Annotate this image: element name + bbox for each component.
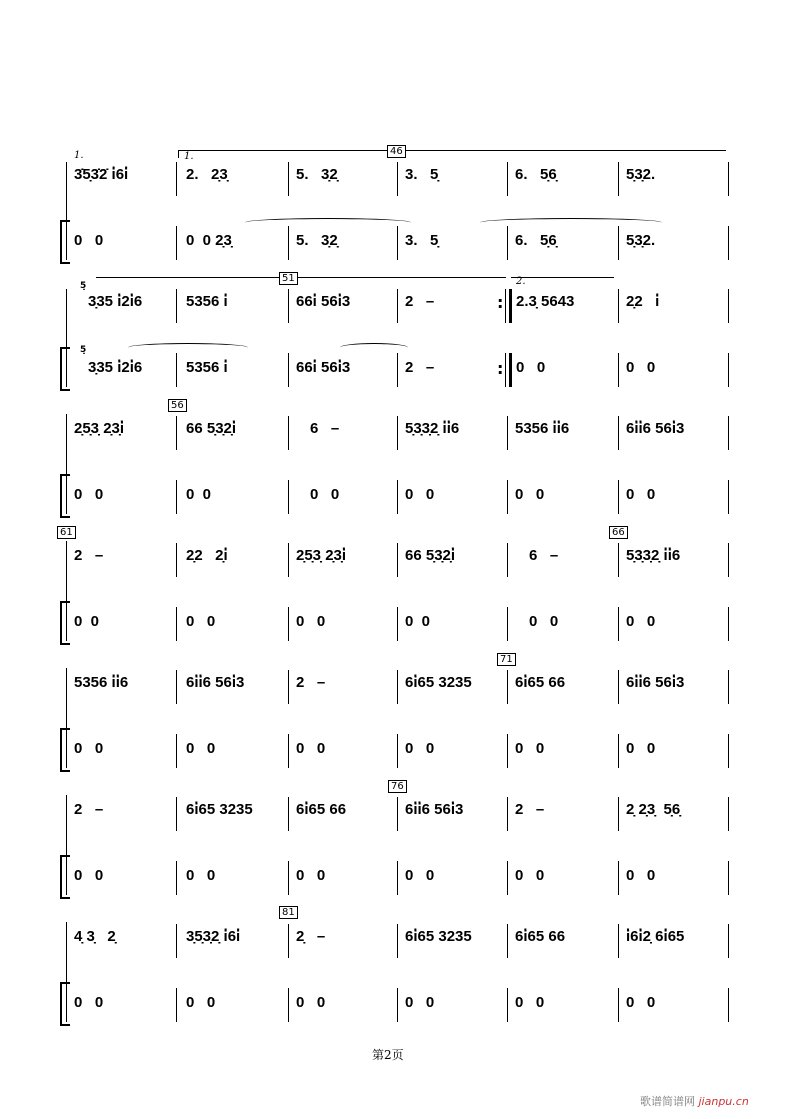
barline	[397, 797, 398, 831]
barline	[288, 670, 289, 704]
barline	[176, 162, 177, 196]
upper-measure: 2 –	[405, 293, 435, 310]
barline	[728, 607, 729, 641]
barline	[397, 353, 398, 387]
barline	[505, 289, 506, 323]
barline	[288, 543, 289, 577]
barline	[618, 988, 619, 1022]
upper-measure: 2 –	[515, 801, 545, 818]
lower-measure: 0 0	[626, 740, 656, 757]
grand-staff-bracket	[60, 728, 70, 772]
barline	[176, 924, 177, 958]
grand-staff-bracket	[60, 220, 70, 264]
volta-1-label-left: 1.	[74, 150, 84, 161]
barline	[176, 797, 177, 831]
grand-staff-bracket	[60, 474, 70, 518]
barline	[397, 162, 398, 196]
upper-measure: 2̣2 i̇	[626, 293, 660, 310]
barline	[618, 607, 619, 641]
volta-2-bracket	[511, 277, 614, 278]
lower-measure: 0 0 2̣3̣	[186, 232, 232, 249]
barline	[728, 289, 729, 323]
lower-measure: 0 0	[626, 359, 656, 376]
barline	[728, 924, 729, 958]
barline	[176, 416, 177, 450]
barline	[288, 988, 289, 1022]
barline	[288, 861, 289, 895]
barline	[288, 797, 289, 831]
system-5	[0, 654, 790, 768]
repeat-thick-bar	[509, 353, 512, 387]
upper-measure: 6i̇i̇6 56i̇3	[405, 801, 464, 818]
barline	[728, 162, 729, 196]
upper-measure: 2̣5̣3̣ 2̣3̣i̇	[74, 420, 125, 437]
upper-measure: 2 –	[74, 547, 104, 564]
barline	[176, 543, 177, 577]
upper-measure: 5̣3̣3̣2̣ i̇i̇6	[405, 420, 460, 437]
lower-measure: 0 0	[515, 867, 545, 884]
barline	[397, 734, 398, 768]
measure-number: 66	[609, 526, 628, 539]
barline	[397, 924, 398, 958]
upper-measure: 6i̇i̇6 56i̇3	[186, 674, 245, 691]
measure-number: 71	[497, 653, 516, 666]
upper-measure: 2̣2 2̣i̇	[186, 547, 228, 564]
upper-measure: 2 –	[296, 674, 326, 691]
barline	[397, 861, 398, 895]
upper-measure: 66 5̣3̣2̣i̇	[405, 547, 456, 564]
system-2	[0, 273, 790, 387]
grand-staff-bracket	[60, 982, 70, 1026]
barline	[507, 670, 508, 704]
upper-measure: 6 –	[310, 420, 340, 437]
barline	[507, 226, 508, 260]
slur	[340, 343, 408, 352]
barline	[728, 226, 729, 260]
barline	[618, 861, 619, 895]
upper-measure: 6i̇65 3235	[405, 928, 472, 945]
barline	[397, 607, 398, 641]
barline	[176, 861, 177, 895]
volta-2-label: 2.	[516, 276, 526, 287]
lower-measure: 2 –	[405, 359, 435, 376]
lower-measure: 0 0	[310, 486, 340, 503]
lower-measure: 0 0	[515, 486, 545, 503]
lower-measure: 0 0	[74, 740, 104, 757]
barline	[618, 353, 619, 387]
grand-staff-bracket	[60, 855, 70, 899]
barline	[176, 226, 177, 260]
upper-measure: 6i̇i̇6 56i̇3	[626, 420, 685, 437]
measure-number: 56	[168, 399, 187, 412]
lower-measure: 5356 i̇	[186, 359, 228, 376]
upper-measure: 2̣ 2̣3̣ 5̣6̣	[626, 801, 681, 818]
barline	[507, 797, 508, 831]
barline	[618, 289, 619, 323]
lower-measure: 0 0	[296, 740, 326, 757]
grand-staff-bracket	[60, 347, 70, 391]
lower-measure: 0 0	[405, 740, 435, 757]
barline	[288, 289, 289, 323]
barline	[288, 353, 289, 387]
barline	[288, 734, 289, 768]
barline	[288, 607, 289, 641]
watermark-url: jianpu.cn	[698, 1095, 749, 1108]
barline	[397, 480, 398, 514]
upper-measure: 6i̇65 3235	[405, 674, 472, 691]
lower-measure: 5̣3̣2.	[626, 232, 656, 249]
barline	[507, 543, 508, 577]
barline	[176, 289, 177, 323]
lower-measure: 0 0	[626, 613, 656, 630]
upper-measure: 5̣3̣2.	[626, 166, 656, 183]
barline	[507, 734, 508, 768]
measure-number: 76	[388, 780, 407, 793]
lower-measure: 5. 3̣2̣	[296, 232, 338, 249]
slur	[128, 343, 248, 352]
upper-measure: 6i̇i̇6 56i̇3	[626, 674, 685, 691]
upper-measure: 66 5̣3̣2̣i̇	[186, 420, 237, 437]
barline	[618, 480, 619, 514]
barline	[507, 416, 508, 450]
measure-number: 81	[279, 906, 298, 919]
barline	[288, 416, 289, 450]
lower-measure: 3̣35 i̇2i̇6	[88, 359, 143, 376]
volta-bracket-hook	[178, 150, 179, 158]
lower-measure: 0 0	[186, 867, 216, 884]
lower-measure: 0 0	[405, 994, 435, 1011]
lower-measure: 0 0	[626, 867, 656, 884]
upper-measure: 2.3̣ 5643	[516, 293, 575, 310]
upper-measure: 5356 i̇i̇6	[74, 674, 129, 691]
lower-measure: 0 0	[74, 232, 104, 249]
lower-measure: 0 0	[186, 613, 216, 630]
repeat-dots: :	[497, 359, 504, 378]
barline	[728, 797, 729, 831]
upper-measure: 5̣3̣3̣2̣ i̇i̇6	[626, 547, 681, 564]
lower-measure: 0 0	[626, 486, 656, 503]
lower-measure: 6. 5̣6̣	[515, 232, 557, 249]
upper-measure: 6i̇65 3235	[186, 801, 253, 818]
lower-measure: 0 0	[186, 994, 216, 1011]
barline	[397, 226, 398, 260]
upper-measure: 5356 i̇	[186, 293, 228, 310]
barline	[618, 416, 619, 450]
barline	[728, 543, 729, 577]
barline	[728, 670, 729, 704]
site-watermark	[640, 1093, 749, 1109]
lower-measure: 0 0	[626, 994, 656, 1011]
lower-measure: 0 0	[516, 359, 546, 376]
volta-1-label: 1.	[184, 151, 194, 162]
lower-measure: 0 0	[74, 613, 100, 630]
upper-measure: 2̣5̣3̣ 2̣3̣i̇	[296, 547, 347, 564]
watermark-site-name: 歌谱简谱网	[640, 1095, 695, 1108]
barline	[618, 670, 619, 704]
lower-measure: 0 0	[74, 486, 104, 503]
lower-measure: 3. 5̣	[405, 232, 439, 249]
upper-measure: 6 –	[529, 547, 559, 564]
barline	[728, 353, 729, 387]
barline	[507, 924, 508, 958]
barline	[507, 861, 508, 895]
upper-measure: 5356 i̇i̇6	[515, 420, 570, 437]
grace-note: 5̣	[80, 345, 87, 355]
slur	[245, 218, 411, 227]
lower-measure: 0 0	[515, 740, 545, 757]
barline	[176, 988, 177, 1022]
system-3	[0, 400, 790, 514]
upper-measure: 3̣5̣3̣2̣ i̇6i̇	[186, 928, 241, 945]
barline	[618, 734, 619, 768]
lower-measure: 0 0	[405, 613, 431, 630]
upper-measure: i̇6i̇2̣ 6i̇65	[626, 928, 685, 945]
barline	[507, 607, 508, 641]
barline	[728, 734, 729, 768]
upper-measure: 3̇5̣3̇2̇ i̇6i̇	[74, 166, 129, 183]
upper-measure: 4̣ 3̣ 2̣	[74, 928, 116, 945]
system-4	[0, 527, 790, 641]
repeat-thick-bar	[509, 289, 512, 323]
barline	[397, 543, 398, 577]
lower-measure: 0 0	[74, 867, 104, 884]
measure-number: 51	[279, 272, 298, 285]
grand-staff-bracket	[60, 601, 70, 645]
lower-measure: 0 0	[405, 867, 435, 884]
upper-measure: 2. 2̣3̣	[186, 166, 228, 183]
upper-measure: 6i̇65 66	[515, 674, 566, 691]
volta-bracket	[178, 150, 726, 151]
barline	[288, 162, 289, 196]
lower-measure: 0 0	[529, 613, 559, 630]
barline	[618, 543, 619, 577]
barline	[397, 988, 398, 1022]
lower-measure: 0 0	[405, 486, 435, 503]
system-1	[0, 146, 790, 260]
barline	[505, 353, 506, 387]
system-7	[0, 907, 790, 1022]
barline	[397, 289, 398, 323]
barline	[507, 162, 508, 196]
lower-measure: 66i̇ 56i̇3	[296, 359, 351, 376]
barline	[176, 480, 177, 514]
barline	[397, 670, 398, 704]
barline	[288, 480, 289, 514]
lower-measure: 0 0	[296, 867, 326, 884]
barline	[618, 924, 619, 958]
lower-measure: 0 0	[186, 740, 216, 757]
barline	[288, 924, 289, 958]
upper-measure: 66i̇ 56i̇3	[296, 293, 351, 310]
barline	[728, 988, 729, 1022]
barline	[728, 480, 729, 514]
barline	[618, 226, 619, 260]
upper-measure: 3̣35 i̇2i̇6	[88, 293, 143, 310]
lower-measure: 0 0	[296, 994, 326, 1011]
grace-note: 5̣	[80, 281, 87, 291]
ending-bracket	[96, 277, 506, 278]
upper-measure: 6i̇65 66	[296, 801, 347, 818]
upper-measure: 3. 5̣	[405, 166, 439, 183]
barline	[288, 226, 289, 260]
measure-number: 61	[57, 526, 76, 539]
barline	[176, 670, 177, 704]
upper-measure: 6i̇65 66	[515, 928, 566, 945]
upper-measure: 6. 5̣6̣	[515, 166, 557, 183]
barline	[176, 734, 177, 768]
system-6	[0, 781, 790, 895]
barline	[176, 607, 177, 641]
lower-measure: 0 0	[74, 994, 104, 1011]
barline	[618, 162, 619, 196]
barline	[176, 353, 177, 387]
upper-measure: 2 –	[74, 801, 104, 818]
barline	[397, 416, 398, 450]
barline	[507, 480, 508, 514]
barline	[507, 988, 508, 1022]
lower-measure: 0 0	[296, 613, 326, 630]
upper-measure: 2̣ –	[296, 928, 326, 945]
measure-number: 46	[387, 145, 406, 158]
lower-measure: 0 0	[515, 994, 545, 1011]
page-number: 第2页	[372, 1048, 404, 1062]
barline	[728, 861, 729, 895]
barline	[618, 797, 619, 831]
upper-measure: 5. 3̣2̣	[296, 166, 338, 183]
barline	[728, 416, 729, 450]
lower-measure: 0 0	[186, 486, 212, 503]
repeat-dots: :	[497, 293, 504, 312]
